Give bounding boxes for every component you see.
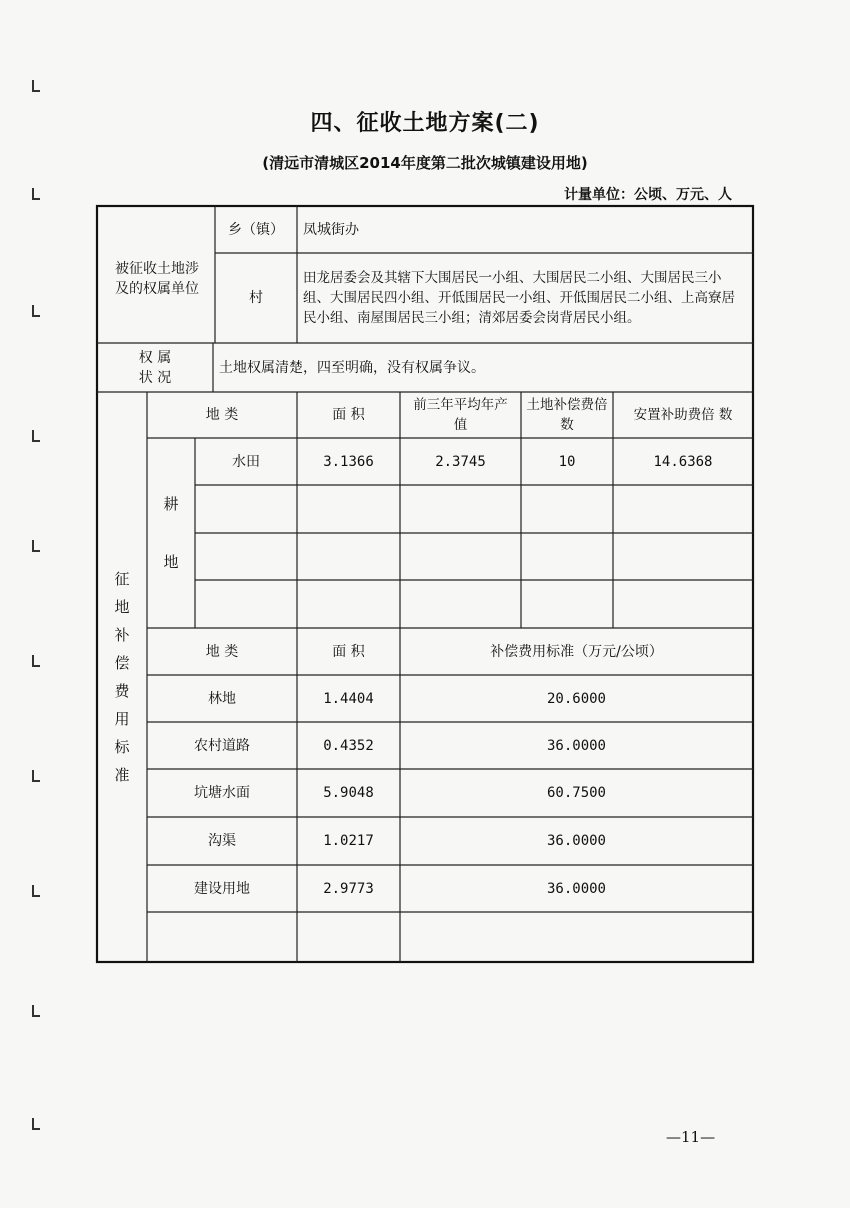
header-area: 面 积 [332,407,365,423]
header-standard: 补偿费用标准（万元/公顷） [490,643,663,660]
side-char: 地 [114,598,130,616]
table-cell-type: 林地 [208,690,236,707]
table-cell-area: 1.0217 [323,833,374,849]
page-number: —11— [666,1128,716,1146]
table-cell-area [297,533,400,580]
page-title: 四、征收土地方案(二) [310,111,540,136]
table-cell-standard [400,912,753,962]
table-cell-type: 水田 [232,453,260,470]
table-cell-type: 坑塘水面 [194,785,250,801]
township-label: 乡（镇） [228,221,284,238]
table-cell-land-comp [521,580,613,628]
table-cell-standard: 36.0000 [546,833,606,849]
ownership-header: 被征收土地涉及的权属单位 [115,261,199,297]
table-cell-land-comp: 10 [558,453,576,470]
side-char: 偿 [114,654,130,672]
table-cell-standard: 60.7500 [546,785,606,801]
compensation-side-label [97,392,147,962]
page-subtitle: (清远市清城区2014年度第二批次城镇建设用地) [262,154,588,172]
table-cell-resettle: 14.6368 [653,453,713,470]
village-value: 田龙居委会及其辖下大围居民一小组、大围居民二小组、大围居民三小组、大围居民四小组、开低围居民一小组、开低围居民二小组、上高寮居民小组、南屋围居民三小组；清郊居委会岗背居民小组。 [303,270,735,326]
township-value: 凤城街办 [303,221,359,238]
side-char: 用 [114,710,130,728]
table-cell-land-comp [521,485,613,533]
table-cell-area [297,485,400,533]
measurement-unit: 计量单位：公顷、万元、人 [564,187,732,203]
farmland-label [147,438,195,628]
table-cell-type [195,533,297,580]
village-label: 村 [249,290,263,306]
table-cell-area: 5.9048 [323,785,374,801]
table-cell-area: 3.1366 [323,453,374,470]
table-cell-standard: 20.6000 [546,690,606,707]
table-cell-area: 2.9773 [323,880,374,897]
table-cell-type [195,485,297,533]
table-cell-type: 沟渠 [208,833,236,849]
status-label [97,343,213,392]
table-cell-avg-output [400,485,521,533]
header-avg-output: 前三年平均年产值 [413,397,508,433]
table-cell-area [297,580,400,628]
status-value: 土地权属清楚，四至明确，没有权属争议。 [219,359,485,376]
header-resettle: 安置补助费倍 数 [633,407,733,423]
side-char: 费 [114,682,130,700]
table-cell-area [297,912,400,962]
side-char: 征 [114,570,130,588]
table-cell-standard: 36.0000 [546,880,606,897]
table-cell-resettle [613,533,753,580]
header-land-type-2: 地 类 [205,643,239,660]
table-cell-area: 0.4352 [323,737,374,754]
table-cell-type [195,580,297,628]
table-cell-avg-output [400,533,521,580]
table-cell-area: 1.4404 [323,690,374,707]
header-land-comp: 土地补偿费倍 数 [526,397,608,433]
side-char: 准 [114,766,130,784]
side-char: 标 [114,738,130,756]
table-cell-type [147,912,297,962]
status-label-line1: 权 属 [138,349,172,366]
table-cell-type: 建设用地 [194,880,250,897]
table-cell-land-comp [521,533,613,580]
table-cell-resettle [613,580,753,628]
farmland-char: 耕 [163,495,179,513]
side-char: 补 [114,626,130,644]
table-cell-type: 农村道路 [194,737,250,754]
header-land-type: 地 类 [205,407,239,423]
farmland-char: 地 [163,553,179,571]
table-cell-avg-output [400,580,521,628]
table-cell-resettle [613,485,753,533]
table-cell-avg-output: 2.3745 [435,453,486,470]
status-label-line2: 状 况 [138,369,172,386]
header-area-2: 面 积 [332,643,365,660]
table-cell-standard: 36.0000 [546,737,606,754]
